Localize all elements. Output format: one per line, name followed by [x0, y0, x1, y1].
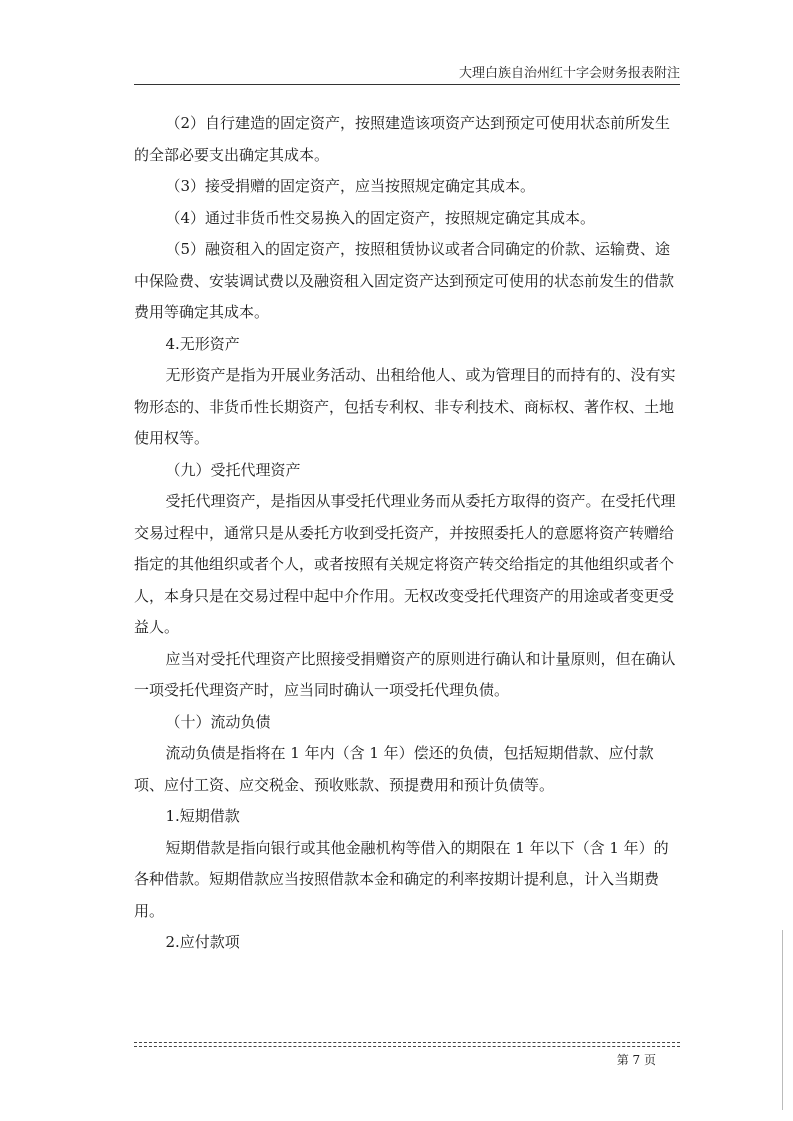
- section-heading: 1.短期借款: [165, 807, 240, 825]
- section-heading: （十）流动负债: [165, 712, 271, 731]
- paragraph: （3）接受捐赠的固定资产，应当按照规定确定其成本。: [165, 177, 536, 195]
- section-heading: 4.无形资产: [165, 334, 240, 353]
- paragraph: 流动负债是指将在 1 年内（含 1 年）偿还的负债，包括短期借款、应付款项、应付工资、应交税金、预收账款、预提费用和预计负债等。: [134, 744, 654, 794]
- document-header: 大理白族自治州红十字会财务报表附注: [458, 66, 680, 81]
- paragraph: （5）融资租入的固定资产，按照租赁协议或者合同确定的价款、运输费、途中保险费、安装调试费以及融资租入固定资产达到预定可使用的状态前发生的借款费用等确定其成本。: [134, 240, 675, 321]
- document-body: [134, 108, 680, 959]
- header-divider: [134, 84, 680, 85]
- paragraph: （4）通过非货币性交易换入的固定资产，按照规定确定其成本。: [165, 208, 596, 227]
- paragraph: 无形资产是指为开展业务活动、出租给他人、或为管理目的而持有的、没有实物形态的、非货币性长期资产，包括专利权、非专利技术、商标权、著作权、土地使用权等。: [134, 366, 676, 447]
- paragraph: （2）自行建造的固定资产，按照建造该项资产达到预定可使用状态前所发生的全部必要支出确定其成本。: [134, 114, 671, 164]
- paragraph: 受托代理资产，是指因从事受托代理业务而从委托方取得的资产。在受托代理交易过程中，通常只是从委托方收到受托资产，并按照委托人的意愿将资产转赠给指定的其他组织或者个人，或者按照有关规定将资产转交给指定的其他组织或者个人，本身只是在交易过程中起中介作用。无权改变受托代理资产的用途或者变更受益人。: [134, 492, 676, 636]
- footer-divider: [134, 1042, 680, 1043]
- paragraph: 应当对受托代理资产比照接受捐赠资产的原则进行确认和计量原则，但在确认一项受托代理资产时，应当同时确认一项受托代理负债。: [134, 649, 676, 699]
- footer-divider: [134, 1046, 680, 1047]
- paragraph: 短期借款是指向银行或其他金融机构等借入的期限在 1 年以下（含 1 年）的各种借款。短期借款应当按照借款本金和确定的利率按期计提利息，计入当期费用。: [134, 838, 669, 920]
- page-number: 第 7 页: [616, 1053, 656, 1067]
- section-heading: （九）受托代理资产: [165, 460, 301, 479]
- scan-edge-line: [782, 930, 783, 1110]
- section-heading: 2.应付款项: [165, 933, 240, 951]
